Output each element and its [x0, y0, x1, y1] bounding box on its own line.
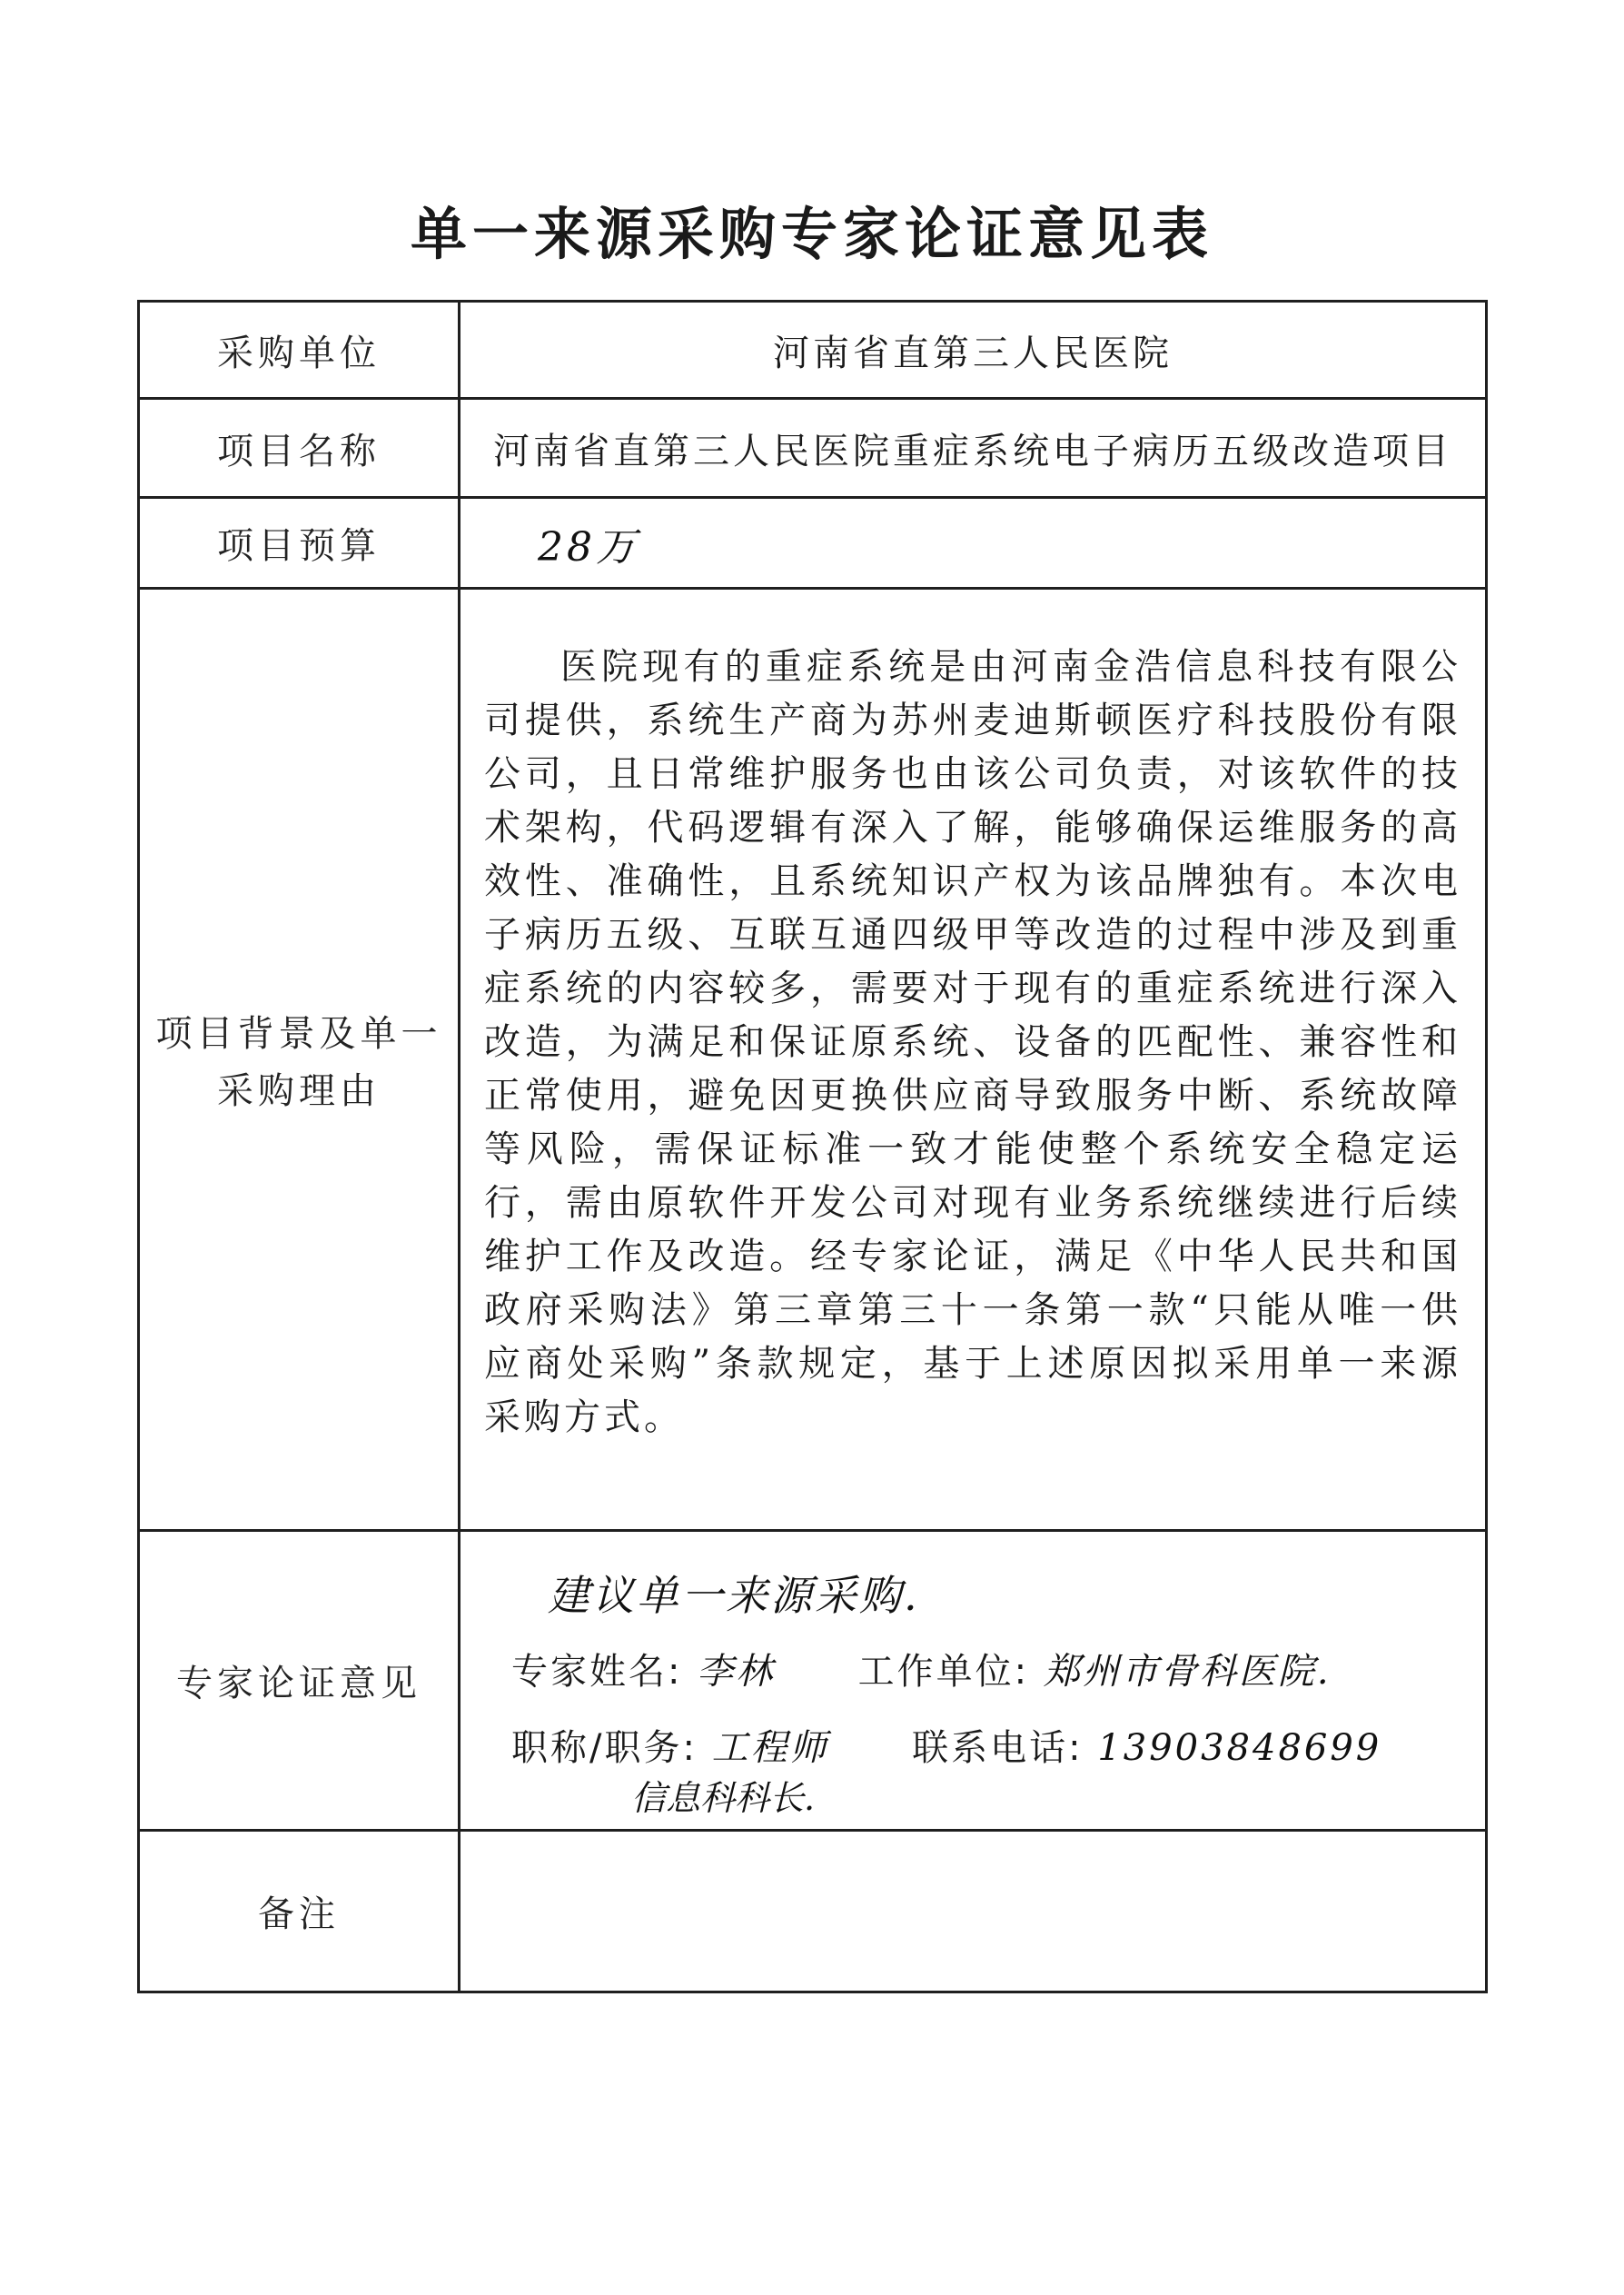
row-project-name — [139, 399, 1487, 498]
row-remarks — [139, 1831, 1487, 1992]
row-purchasing-unit — [139, 302, 1487, 399]
reason-label-line-2: 采购理由 — [217, 1070, 381, 1112]
work-unit-value: 郑州市骨科医院. — [1043, 1651, 1332, 1693]
project-budget-label: 项目预算 — [139, 498, 460, 589]
expert-opinion-label: 专家论证意见 — [139, 1531, 460, 1831]
expert-name-label: 专家姓名: — [511, 1651, 683, 1693]
purchasing-unit-label: 采购单位 — [139, 302, 460, 399]
project-name-label: 项目名称 — [139, 399, 460, 498]
phone-value: 13903848699 — [1097, 1727, 1382, 1769]
row-project-budget — [139, 498, 1487, 589]
row-expert-opinion — [139, 1531, 1487, 1831]
reason-label-line-1: 项目背景及单一 — [155, 1013, 442, 1055]
page-title: 单一来源采购专家论证意见表 — [410, 201, 1213, 267]
project-budget-value: 28万 — [460, 498, 1487, 589]
expert-opinion-content — [460, 1531, 1487, 1831]
expert-name-value: 李林 — [697, 1651, 776, 1693]
remarks-value — [460, 1831, 1487, 1992]
expert-name-line — [511, 1634, 1485, 1710]
purchasing-unit-value: 河南省直第三人民医院 — [460, 302, 1487, 399]
row-reason — [139, 589, 1487, 1531]
remarks-label: 备注 — [139, 1831, 460, 1992]
expert-opinion-form — [137, 300, 1488, 1993]
phone-label: 联系电话: — [912, 1727, 1084, 1769]
title-label: 职称/职务: — [511, 1727, 698, 1769]
work-unit-label: 工作单位: — [857, 1651, 1030, 1693]
handwritten-opinion: 建议单一来源采购. — [548, 1571, 920, 1620]
project-name-value: 河南省直第三人民医院重症系统电子病历五级改造项目 — [460, 399, 1487, 498]
reason-text: 医院现有的重症系统是由河南金浩信息科技有限公司提供，系统生产商为苏州麦迪斯顿医疗科技股份有限公司，且日常维护服务也由该公司负责，对该软件的技术架构，代码逻辑有深入了解，能够确保运维服务的高效性、准确性，且系统知识产权为该品牌独有。本次电子病历五级、互联互通四级甲等改造的过程中涉及到重症系统的内容较多，需要对于现有的重症系统进行深入改造，为满足和保证原系统、设备的匹配性、兼容性和正常使用，避免因更换供应商导致服务中断、系统故障等风险，需保证标准一致才能使整个系统安全稳定运行，需由原软件开发公司对现有业务系统继续进行后续维护工作及改造。经专家论证，满足《中华人民共和国政府采购法》第三章第三十一条第一款“只能从唯一供应商处采购”条款规定，基于上述原因拟采用单一来源采购方式。 — [460, 589, 1487, 1531]
title-value-2: 信息科科长. — [631, 1778, 816, 1818]
reason-label — [139, 589, 460, 1531]
title-value: 工程师 — [711, 1727, 829, 1769]
